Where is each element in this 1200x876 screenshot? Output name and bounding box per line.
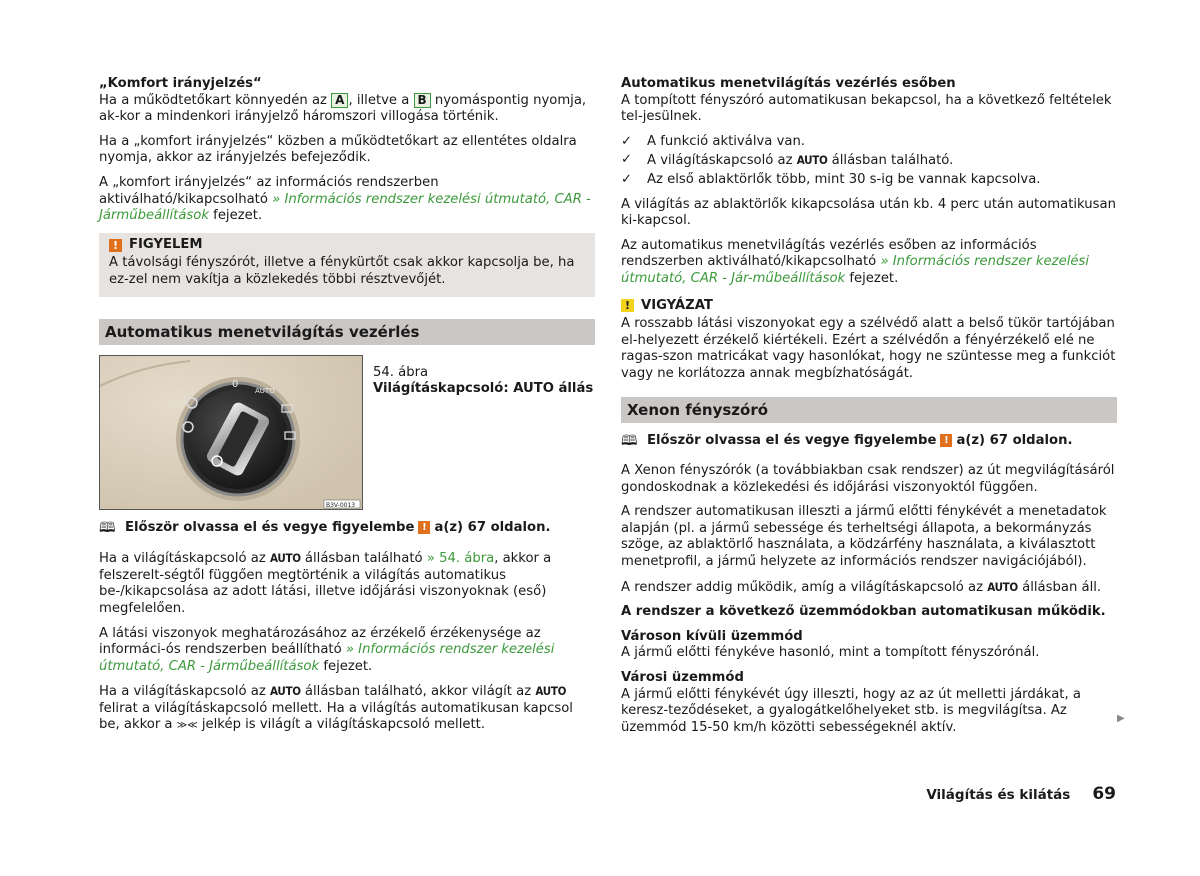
mode-2-body: A jármű előtti fénykévét úgy illeszti, hogy az az út melletti járdákat, a keresz-teződéseket, a gyalogátkelőhelyeket stb. is megvilágítsa. Az üzemmód 15-50 km/h közötti sebességeknél aktív.: [621, 686, 1081, 735]
list-item: [621, 134, 1117, 151]
warning-triangle-icon: !: [109, 239, 122, 252]
xenon-paragraph-2: A rendszer automatikusan illeszti a jármű előtti fénykévét a menetadatok alapján (pl. a jármű sebessége és terheltségi állapota, a bekormányzás szöge, az ablaktörlő használata, a ködzárfény használata, a kiválasztott menetprofil, a jármű helyzete az információs rendszer navigációjából).: [621, 504, 1107, 570]
auto-paragraph-3: [99, 683, 595, 735]
mode-1: [621, 629, 1117, 662]
right-column: [621, 76, 1117, 744]
vigyazat-title: VIGYÁZAT: [641, 297, 713, 313]
komfort-paragraph-3: [99, 175, 595, 225]
figyelem-body: A távolsági fényszórót, illetve a fénykürtőt csak akkor kapcsolja be, ha ez-zel nem vakítja a közlekedés többi résztvevőjét.: [109, 255, 575, 287]
rain-intro: A tompított fényszóró automatikusan bekapcsol, ha a következő feltételek tel-jesülnek.: [621, 92, 1112, 125]
komfort-section: [99, 76, 595, 126]
figure-54: [99, 355, 595, 510]
headlight-symbol-icon: ≫≪: [176, 720, 198, 732]
condition-list: [621, 134, 1117, 189]
text: A látási viszonyok meghatározásához az érzékelő érzékenysége az informáci-ós rendszerben beállítható: [99, 625, 541, 658]
text: , akkor a felszerelt-ségtől függően megtörténik a világítás automatikus be-/kikapcsolása az adott látási, illetve időjárási viszonyoknak (eső) megfelelően.: [99, 551, 552, 616]
knob-label-0: 0: [232, 378, 239, 390]
komfort-title: „Komfort irányjelzés“: [99, 76, 262, 91]
rain-section: [621, 76, 1117, 126]
mode-1-title: Városon kívüli üzemmód: [621, 628, 803, 644]
auto-label: AUTO: [796, 153, 828, 168]
auto-paragraph-1: [99, 550, 595, 617]
checkmark-icon: ✓: [621, 152, 633, 168]
text: A világításkapcsoló az: [647, 153, 797, 169]
list-item: [621, 172, 1117, 189]
warning-icon: !: [418, 521, 430, 534]
info-system-link[interactable]: » Információs rendszer kezelési útmutató, CAR - Jár-műbeállítások: [621, 254, 1090, 286]
section-heading-xenon: Xenon fényszóró: [621, 397, 1117, 423]
auto-label: AUTO: [535, 684, 567, 699]
read-first-text: Először olvassa el és vegye figyelembe: [647, 432, 937, 448]
xenon-paragraph-3: [621, 579, 1117, 597]
vigyazat-body: A rosszabb látási viszonyokat egy a szélvédő alatt a belső tükör tartójában el-helyezett érzékelő kiértékeli. Ezért a szélvédőn a fényérzékelő elé ne ragas-szon matricákat vagy hasonlókat, hogy ne szüntesse meg a funkciót vagy ne korlátozza annak megbízhatóságát.: [621, 316, 1116, 381]
caution-icon: !: [621, 299, 634, 312]
footer-section-title: Világítás és kilátás: [926, 787, 1071, 803]
list-item: [621, 152, 1117, 170]
auto-label: AUTO: [270, 684, 301, 699]
text: felirat a világításkapcsoló mellett. Ha a világítás automatikusan kapcsol be, akkor a: [99, 700, 573, 733]
checkmark-icon: ✓: [621, 171, 633, 187]
book-icon: 🕮: [99, 519, 116, 536]
text: Az automatikus menetvilágítás vezérlés esőben az információs rendszerben aktiválható/kikapcsolható: [621, 237, 1037, 270]
text: állásban található, akkor világít az: [300, 684, 536, 700]
read-first-page-ref[interactable]: a(z) 67 oldalon.: [956, 432, 1073, 448]
figyelem-title: FIGYELEM: [129, 236, 203, 252]
rain-paragraph-3: [621, 238, 1117, 288]
text: állásban található.: [827, 153, 954, 169]
figure-link[interactable]: » 54. ábra: [426, 551, 495, 567]
continue-arrow-icon: ▶: [1117, 713, 1125, 724]
mode-2-title: Városi üzemmód: [621, 670, 744, 686]
text: A rendszer addig működik, amíg a világításkapcsoló az: [621, 579, 988, 595]
text: fejezet.: [208, 208, 263, 224]
page-footer: [926, 786, 1116, 804]
read-first-note: [99, 520, 595, 537]
page-number: 69: [1092, 784, 1116, 804]
checkmark-icon: ✓: [621, 133, 633, 149]
komfort-text: , illetve a: [348, 92, 414, 108]
text: fejezet.: [319, 658, 373, 674]
figure-caption: [373, 355, 593, 398]
section-heading-auto-lights: Automatikus menetvilágítás vezérlés: [99, 319, 595, 345]
figure-number: 54. ábra: [373, 364, 429, 380]
text: állásban áll.: [1017, 579, 1102, 595]
light-switch-image: [99, 355, 363, 510]
text: Az első ablaktörlők több, mint 30 s-ig be vannak kapcsolva.: [647, 171, 1041, 187]
key-b-label: B: [414, 93, 431, 108]
text: fejezet.: [845, 270, 899, 286]
komfort-text: Ha a működtetőkart könnyedén az: [99, 92, 332, 108]
warning-icon: !: [940, 434, 952, 447]
komfort-text: nyomáspontig nyomja, ak-kor a mindenkori irányjelző háromszori villogása történik.: [99, 92, 587, 125]
figure-title: Világításkapcsoló: AUTO állás: [373, 381, 594, 397]
xenon-paragraph-1: A Xenon fényszórók (a továbbiakban csak rendszer) az út megvilágításáról gondoskodnak a közlekedési és időjárási viszonyoktól függően.: [621, 463, 1115, 495]
mode-2: [621, 670, 1117, 736]
auto-label: AUTO: [987, 579, 1018, 594]
text: jelkép is világít a világításkapcsoló mellett.: [197, 717, 486, 733]
figyelem-notice: [99, 233, 595, 297]
mode-1-body: A jármű előtti fénykéve hasonló, mint a tompított fényszórónál.: [621, 645, 1040, 661]
text: Ha a világításkapcsoló az: [99, 551, 270, 567]
knob-label-auto: AUTO: [255, 386, 275, 395]
text: Ha a világításkapcsoló az: [99, 684, 270, 700]
read-first-text: Először olvassa el és vegye figyelembe: [125, 519, 415, 535]
figure-code: B3V-0013: [326, 501, 356, 509]
rain-title: Automatikus menetvilágítás vezérlés esőben: [621, 76, 956, 91]
left-column: [99, 76, 595, 743]
rain-paragraph-2: A világítás az ablaktörlők kikapcsolása után kb. 4 perc után automatikusan ki-kapcsol.: [621, 196, 1116, 229]
text: A funkció aktiválva van.: [647, 133, 805, 149]
read-first-note: [621, 433, 1117, 450]
text: A „komfort irányjelzés“ az információs rendszerben aktiválható/kikapcsolható: [99, 174, 439, 207]
info-system-link[interactable]: » Információs rendszer kezelési útmutató, CAR - Járműbeállítások: [99, 191, 591, 224]
text: állásban található: [300, 551, 427, 567]
book-icon: 🕮: [621, 432, 638, 449]
info-system-link[interactable]: » Információs rendszer kezelési útmutató, CAR - Járműbeállítások: [99, 642, 555, 674]
vigyazat-notice: [621, 298, 1117, 383]
auto-label: AUTO: [270, 551, 301, 566]
komfort-paragraph-2: Ha a „komfort irányjelzés“ közben a működtetőkart az ellentétes oldalra nyomja, akkor az irányjelzés befejeződik.: [99, 133, 577, 166]
xenon-paragraph-4: A rendszer a következő üzemmódokban automatikusan működik.: [621, 604, 1106, 620]
read-first-page-ref[interactable]: a(z) 67 oldalon.: [434, 519, 551, 535]
key-a-label: A: [331, 93, 348, 108]
auto-paragraph-2: [99, 626, 595, 676]
